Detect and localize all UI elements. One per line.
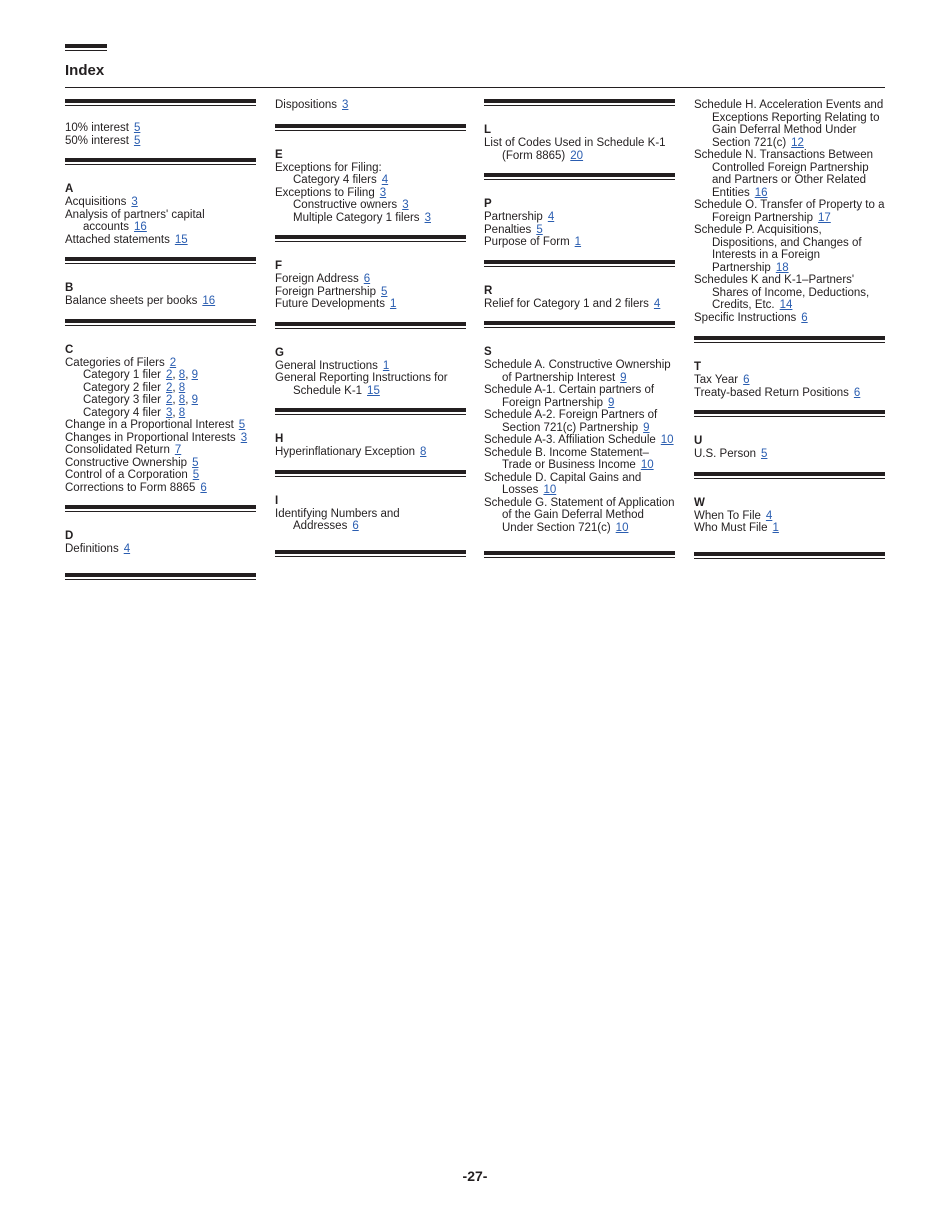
index-entry <box>694 312 885 325</box>
page-link[interactable]: 9 <box>191 394 198 406</box>
ref-separator: , <box>172 406 179 419</box>
page-link[interactable]: 16 <box>134 221 147 233</box>
index-section <box>484 337 675 545</box>
page-link[interactable]: 6 <box>801 311 808 324</box>
entry-text: Specific Instructions <box>694 311 797 324</box>
index-section <box>694 352 885 410</box>
index-column-3 <box>484 99 675 558</box>
page-link[interactable]: 5 <box>133 134 141 147</box>
entry-text: Hyperinflationary Exception <box>275 446 415 458</box>
page-link[interactable]: 5 <box>192 456 199 469</box>
section-letter: S <box>484 346 492 358</box>
entry-text: Constructive Ownership <box>65 456 188 469</box>
index-entry <box>65 135 256 148</box>
index-section <box>694 426 885 472</box>
section-rule <box>694 472 885 479</box>
entry-text: Schedule G. Statement of Application of the Gain Deferral Method Under Section 721(c) <box>484 496 675 534</box>
entry-text: Tax Year <box>694 374 739 386</box>
page-link[interactable]: 9 <box>643 421 650 434</box>
index-entry <box>275 360 466 373</box>
entry-text: Balance sheets per books <box>65 295 198 307</box>
index-section <box>694 99 885 336</box>
page-link[interactable]: 3 <box>379 186 387 199</box>
entry-text: List of Codes Used in Schedule K-1 (Form 8865) <box>484 137 666 162</box>
page-link[interactable]: 14 <box>779 299 793 311</box>
page-number: -27- <box>462 1168 488 1184</box>
index-entry <box>275 99 466 112</box>
index-entry <box>275 187 466 200</box>
entry-text: Foreign Address <box>275 273 359 285</box>
page-link[interactable]: 15 <box>367 384 380 397</box>
page-link[interactable]: 6 <box>200 481 207 494</box>
index-entry <box>484 434 675 447</box>
section-rule <box>65 99 256 106</box>
entry-text: Definitions <box>65 543 119 555</box>
page-link[interactable]: 8 <box>178 369 186 381</box>
section-rule <box>694 410 885 417</box>
section-rule <box>484 260 675 267</box>
page-link[interactable]: 6 <box>363 273 371 285</box>
page-link[interactable]: 10 <box>543 484 557 496</box>
page-link[interactable]: 16 <box>754 186 768 199</box>
index-entry <box>275 199 466 212</box>
entry-text: Foreign Partnership <box>275 285 376 298</box>
entry-text: Multiple Category 1 filers <box>293 211 420 224</box>
ref-separator: , <box>172 369 179 381</box>
ref-separator: , <box>185 394 192 406</box>
entry-text: Dispositions <box>275 99 337 111</box>
entry-text: Control of a Corporation <box>65 469 188 481</box>
section-letter: B <box>65 282 74 294</box>
page-link[interactable]: 17 <box>818 211 831 224</box>
index-section <box>484 276 675 322</box>
index-entry <box>694 99 885 149</box>
page-link[interactable]: 1 <box>389 298 397 310</box>
entry-text: Exceptions for Filing: <box>275 161 382 174</box>
index-entry <box>65 457 256 470</box>
index-entry <box>484 409 675 434</box>
entry-text: Category 2 filer <box>83 381 161 394</box>
entry-text: Schedule N. Transactions Between Controlled Foreign Partnership and Partners or Other Related Entities <box>694 149 873 199</box>
index-entry <box>65 369 256 382</box>
index-section <box>65 174 256 257</box>
page-link[interactable]: 15 <box>174 233 188 246</box>
section-rule <box>275 322 466 329</box>
index-section <box>65 521 256 567</box>
page-link[interactable]: 3 <box>240 431 248 444</box>
ref-separator: , <box>172 381 179 394</box>
index-entry <box>484 298 675 311</box>
entry-text: Schedule H. Acceleration Events and Exceptions Reporting Relating to Gain Deferral Method Under Section 721(c) <box>694 99 884 149</box>
index-column-1 <box>65 99 256 580</box>
page-link[interactable]: 5 <box>761 448 768 460</box>
entry-text: General Reporting Instructions for Schedule K-1 <box>275 372 448 397</box>
section-letter: C <box>65 343 74 356</box>
section-rule <box>484 99 675 106</box>
index-entry <box>484 497 675 535</box>
page-link[interactable]: 12 <box>791 136 804 149</box>
entry-text: Acquisitions <box>65 196 127 208</box>
section-rule <box>694 552 885 559</box>
index-entry <box>65 382 256 395</box>
page-link[interactable]: 16 <box>202 295 216 307</box>
section-letter: E <box>275 148 283 161</box>
section-rule <box>484 173 675 180</box>
entry-text: 50% interest <box>65 134 129 147</box>
index-entry <box>65 357 256 370</box>
index-entry <box>694 274 885 312</box>
index-entry <box>65 122 256 135</box>
entry-text: Schedule O. Transfer of Property to a Foreign Partnership <box>694 199 885 224</box>
index-entry <box>65 543 256 556</box>
index-entry <box>65 196 256 209</box>
index-section <box>275 424 466 470</box>
index-section <box>484 115 675 173</box>
entry-text: Future Developments <box>275 298 385 310</box>
section-letter: H <box>275 433 284 445</box>
section-rule <box>275 408 466 415</box>
entry-text: Schedule D. Capital Gains and Losses <box>484 471 642 496</box>
index-section <box>484 189 675 260</box>
index-entry <box>275 174 466 187</box>
index-entry <box>484 137 675 162</box>
entry-text: Purpose of Form <box>484 236 570 248</box>
section-rule <box>65 257 256 264</box>
section-rule <box>484 321 675 328</box>
index-entry <box>275 298 466 311</box>
title-rule <box>65 87 885 88</box>
index-entry <box>484 211 675 224</box>
entry-text: Relief for Category 1 and 2 filers <box>484 297 649 310</box>
ref-separator: , <box>172 394 179 406</box>
entry-text: Change in a Proportional Interest <box>65 419 234 431</box>
index-entry <box>275 446 466 459</box>
index-entry <box>484 384 675 409</box>
index-entry <box>484 224 675 237</box>
index-section <box>275 486 466 544</box>
section-letter: A <box>65 183 74 195</box>
index-entry <box>275 286 466 299</box>
section-letter: G <box>275 346 284 359</box>
index-entry <box>65 234 256 247</box>
section-rule <box>65 573 256 580</box>
entry-text: Partnership <box>484 211 543 223</box>
page-link[interactable]: 9 <box>620 371 627 384</box>
page-link[interactable]: 8 <box>178 406 186 419</box>
index-entry <box>694 374 885 387</box>
page-link[interactable]: 4 <box>653 297 661 310</box>
page-link[interactable]: 10 <box>660 434 674 446</box>
entry-text: Schedule A-3. Affiliation Schedule <box>484 434 656 446</box>
index-section <box>275 99 466 124</box>
entry-text: Category 1 filer <box>83 369 161 381</box>
index-section <box>275 251 466 322</box>
section-letter: U <box>694 435 703 447</box>
index-entry <box>65 444 256 457</box>
entry-text: Exceptions to Filing <box>275 186 375 199</box>
section-rule <box>275 470 466 477</box>
section-letter: L <box>484 124 492 136</box>
page-link[interactable]: 1 <box>574 236 582 248</box>
page-link[interactable]: 4 <box>381 174 389 186</box>
entry-text: Treaty-based Return Positions <box>694 386 849 399</box>
section-letter: I <box>275 494 279 507</box>
index-entry <box>484 359 675 384</box>
page-link[interactable]: 8 <box>420 446 427 458</box>
index-entry <box>65 209 256 234</box>
page-link[interactable]: 5 <box>536 223 543 236</box>
page-link[interactable]: 2 <box>165 381 173 394</box>
page-link[interactable]: 4 <box>547 211 555 223</box>
entry-text: Schedule P. Acquisitions, Dispositions, and Changes of Interests in a Foreign Partnership <box>694 224 862 274</box>
page-link[interactable]: 10 <box>640 459 654 471</box>
entry-text: Schedule A-2. Foreign Partners of Section 721(c) Partnership <box>484 409 658 434</box>
page-link[interactable]: 5 <box>133 122 141 134</box>
entry-text: Who Must File <box>694 522 768 534</box>
index-entry <box>65 407 256 420</box>
index-entry <box>694 448 885 461</box>
entry-text: Schedule A. Constructive Ownership of Partnership Interest <box>484 359 671 384</box>
index-entry <box>65 469 256 482</box>
index-entry <box>694 387 885 400</box>
index-entry <box>275 212 466 225</box>
header-bar <box>65 44 107 51</box>
page-link[interactable]: 20 <box>570 149 584 162</box>
section-rule <box>65 319 256 326</box>
entry-text: Category 3 filer <box>83 394 161 406</box>
section-rule <box>694 336 885 343</box>
page-link[interactable]: 3 <box>402 199 409 211</box>
index-section <box>65 115 256 158</box>
index-entry <box>275 372 466 397</box>
entry-text: Schedule A-1. Certain partners of Foreign Partnership <box>484 384 655 409</box>
section-letter: T <box>694 361 702 373</box>
index-entry <box>694 510 885 523</box>
index-entry <box>484 472 675 497</box>
page-link[interactable]: 10 <box>615 521 629 534</box>
page-link[interactable]: 5 <box>381 285 388 298</box>
section-rule <box>275 235 466 242</box>
index-entry <box>275 273 466 286</box>
entry-text: Category 4 filers <box>293 174 377 186</box>
page-link[interactable]: 9 <box>191 369 198 381</box>
page-link[interactable]: 6 <box>352 520 359 532</box>
entry-text: Categories of Filers <box>65 356 165 369</box>
entry-text: Schedule B. Income Statement– Trade or Business Income <box>484 446 649 471</box>
index-section <box>275 140 466 236</box>
entry-text: Penalties <box>484 223 532 236</box>
entry-text: Schedules K and K-1–Partners' Shares of Income, Deductions, Credits, Etc. <box>694 274 870 311</box>
page-link[interactable]: 5 <box>192 469 200 481</box>
section-rule <box>275 550 466 557</box>
ref-separator: , <box>185 369 192 381</box>
index-section <box>275 338 466 409</box>
index-section <box>694 488 885 546</box>
section-letter: D <box>65 530 74 542</box>
index-entry <box>275 162 466 175</box>
page-link[interactable]: 1 <box>382 359 390 372</box>
page-link[interactable]: 6 <box>853 386 861 399</box>
index-entry <box>694 224 885 274</box>
section-rule <box>275 124 466 131</box>
section-letter: R <box>484 284 493 297</box>
index-entry <box>65 394 256 407</box>
entry-text: Analysis of partners' capital accounts <box>65 208 205 233</box>
index-entry <box>65 432 256 445</box>
section-letter: W <box>694 496 705 509</box>
entry-text: Constructive owners <box>293 199 398 211</box>
index-entry <box>65 419 256 432</box>
index-entry <box>694 149 885 199</box>
page-link[interactable]: 4 <box>123 543 131 555</box>
section-rule <box>65 505 256 512</box>
page-link[interactable]: 9 <box>608 396 615 409</box>
page-link[interactable]: 3 <box>131 196 138 208</box>
page-link[interactable]: 8 <box>178 381 186 394</box>
index-entry <box>275 508 466 533</box>
index-entry <box>694 199 885 224</box>
entry-text: Attached statements <box>65 233 170 246</box>
section-rule <box>65 158 256 165</box>
entry-text: General Instructions <box>275 359 378 372</box>
entry-text: Identifying Numbers and Addresses <box>275 507 400 532</box>
index-entry <box>694 522 885 535</box>
section-letter: P <box>484 198 492 210</box>
page-link[interactable]: 18 <box>775 261 789 274</box>
page-link[interactable]: 2 <box>165 369 173 381</box>
page-link[interactable]: 2 <box>165 394 173 406</box>
page-link[interactable]: 1 <box>772 522 779 534</box>
page-title: Index <box>65 62 105 79</box>
entry-text: Consolidated Return <box>65 444 170 456</box>
entry-text: Changes in Proportional Interests <box>65 431 236 444</box>
page-link[interactable]: 3 <box>342 99 349 111</box>
page-link[interactable]: 3 <box>424 211 431 224</box>
index-entry <box>484 236 675 249</box>
page-link[interactable]: 5 <box>238 419 246 431</box>
entry-text: U.S. Person <box>694 448 756 460</box>
index-column-2 <box>275 99 466 557</box>
page-link[interactable]: 6 <box>743 374 750 386</box>
page-link[interactable]: 7 <box>174 444 182 456</box>
page-link[interactable]: 3 <box>165 406 173 419</box>
entry-text: Corrections to Form 8865 <box>65 481 196 494</box>
index-section <box>65 335 256 506</box>
page-link[interactable]: 2 <box>169 356 177 369</box>
entry-text: When To File <box>694 509 761 522</box>
entry-text: Category 4 filer <box>83 406 161 419</box>
index-column-4 <box>694 99 885 559</box>
section-rule <box>484 551 675 558</box>
index-entry <box>65 482 256 495</box>
index-section <box>65 273 256 319</box>
entry-text: 10% interest <box>65 122 129 134</box>
page-link[interactable]: 8 <box>178 394 186 406</box>
index-entry <box>65 295 256 308</box>
page-link[interactable]: 4 <box>765 509 773 522</box>
index-entry <box>484 447 675 472</box>
section-letter: F <box>275 260 283 272</box>
